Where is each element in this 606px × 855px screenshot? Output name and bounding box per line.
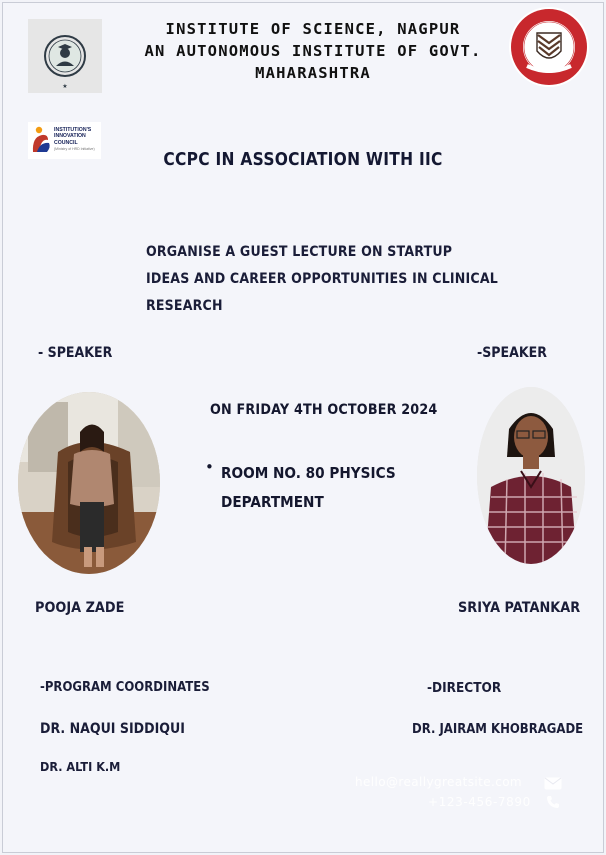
- coordinator-name-1: DR. NAQUI SIDDIQUI: [40, 721, 185, 737]
- event-heading: CCPC IN ASSOCIATION WITH IIC: [163, 149, 443, 170]
- coordinator-name-2: DR. ALTI K.M: [40, 759, 121, 774]
- institute-line-2: AN AUTONOMOUS INSTITUTE OF GOVT.: [144, 42, 482, 60]
- phone-icon: [546, 795, 560, 809]
- iic-line-1: INSTITUTION'S: [54, 127, 92, 133]
- institute-seal-logo: [508, 6, 590, 88]
- speaker-label-left: - SPEAKER: [38, 345, 113, 361]
- speaker-photo-right: [477, 387, 585, 564]
- lecture-line-1: ORGANISE A GUEST LECTURE ON STARTUP: [146, 244, 453, 260]
- director-label: -DIRECTOR: [427, 680, 502, 696]
- iic-line-3: COUNCIL: [54, 139, 78, 146]
- contact-email: hello@reallygreatsite.com: [355, 775, 523, 789]
- ccpc-logo: [28, 19, 102, 93]
- director-name: DR. JAIRAM KHOBRAGADE: [412, 722, 584, 737]
- lecture-line-3: RESEARCH: [146, 298, 223, 314]
- speaker-name-left: POOJA ZADE: [35, 600, 125, 616]
- event-venue: [221, 459, 432, 517]
- coordinators-label: -PROGRAM COORDINATES: [40, 680, 210, 695]
- institute-line-3: MAHARASHTRA: [255, 64, 371, 82]
- iic-line-2: INNOVATION: [54, 133, 86, 140]
- speaker-photo-left: [18, 392, 160, 574]
- mail-icon: [544, 777, 562, 790]
- lecture-line-2: IDEAS AND CAREER OPPORTUNITIES IN CLINICAL: [146, 271, 498, 287]
- speaker-label-right: -SPEAKER: [477, 345, 547, 361]
- lecture-description: [146, 239, 506, 320]
- event-date: ON FRIDAY 4TH OCTOBER 2024: [210, 402, 438, 418]
- institute-title: [118, 18, 508, 84]
- bullet-icon: •: [205, 458, 214, 476]
- venue-line-1: ROOM NO. 80 PHYSICS: [221, 464, 396, 482]
- contact-phone: +123-456-7890: [428, 795, 531, 809]
- svg-text:★: ★: [62, 83, 68, 90]
- institute-line-1: INSTITUTE OF SCIENCE, NAGPUR: [165, 20, 461, 38]
- venue-line-2: DEPARTMENT: [221, 493, 324, 511]
- iic-line-4: (Ministry of HRD Initiative): [54, 147, 95, 152]
- speaker-name-right: SRIYA PATANKAR: [458, 600, 581, 616]
